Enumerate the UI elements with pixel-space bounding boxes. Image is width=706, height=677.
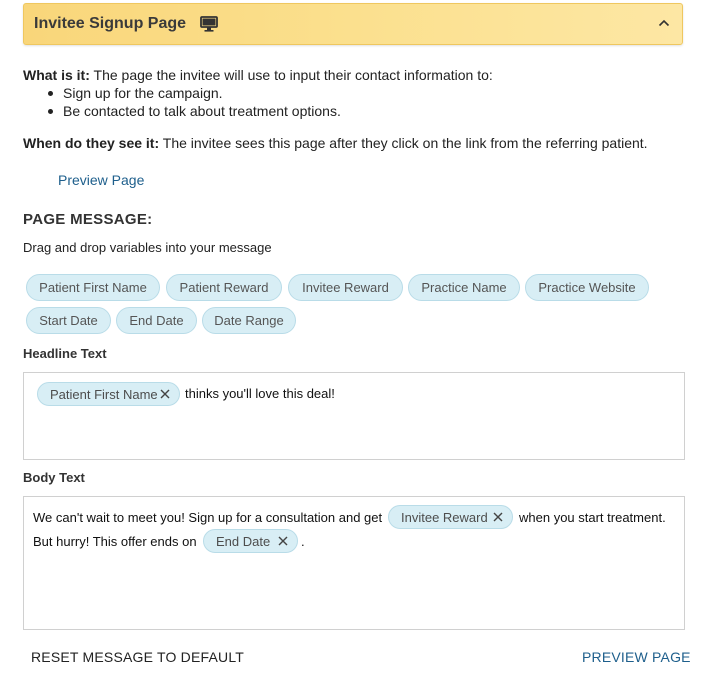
body-text-line1-end: when you start treatment. <box>519 510 666 525</box>
when-see-text: The invitee sees this page after they click on the link from the referring patient. <box>159 135 648 151</box>
panel-header[interactable] <box>23 3 683 45</box>
body-label: Body Text <box>23 470 85 485</box>
chevron-up-icon[interactable] <box>658 18 670 28</box>
what-is-it-paragraph <box>23 67 493 83</box>
variable-chip-practice-name[interactable]: Practice Name <box>408 274 520 301</box>
headline-token-patient-first-name[interactable] <box>37 382 180 406</box>
page-message-title: PAGE MESSAGE: <box>23 211 153 228</box>
what-is-it-label: What is it: <box>23 67 90 83</box>
when-see-label: When do they see it: <box>23 135 160 151</box>
preview-page-button[interactable]: PREVIEW PAGE <box>582 649 691 665</box>
headline-editor[interactable] <box>23 372 685 460</box>
monitor-icon <box>200 16 218 32</box>
list-item: Be contacted to talk about treatment options. <box>48 102 341 120</box>
variable-chip-date-range[interactable]: Date Range <box>202 307 296 334</box>
token-label: Patient First Name <box>50 386 158 402</box>
page-message-hint: Drag and drop variables into your message <box>23 240 272 255</box>
remove-token-icon[interactable] <box>492 511 504 523</box>
variable-chip-end-date[interactable]: End Date <box>116 307 197 334</box>
headline-text: thinks you'll love this deal! <box>185 386 335 401</box>
body-token-invitee-reward[interactable] <box>388 505 513 529</box>
list-item: Sign up for the campaign. <box>48 84 341 102</box>
body-text-line2: But hurry! This offer ends on <box>33 534 197 549</box>
token-label: Invitee Reward <box>401 509 488 525</box>
remove-token-icon[interactable] <box>159 388 171 400</box>
variable-chip-patient-reward[interactable]: Patient Reward <box>166 274 282 301</box>
what-is-it-list <box>48 84 341 120</box>
body-text-line1: We can't wait to meet you! Sign up for a consultation and get <box>33 510 383 525</box>
variable-chip-start-date[interactable]: Start Date <box>26 307 111 334</box>
remove-token-icon[interactable] <box>277 535 289 547</box>
variable-chip-practice-website[interactable]: Practice Website <box>525 274 649 301</box>
reset-message-button[interactable]: RESET MESSAGE TO DEFAULT <box>31 649 245 665</box>
body-text-line2-end: . <box>301 534 305 549</box>
token-label: End Date <box>216 533 271 549</box>
body-token-end-date[interactable] <box>203 529 298 553</box>
variable-chip-invitee-reward[interactable]: Invitee Reward <box>288 274 403 301</box>
variable-chip-patient-first-name[interactable]: Patient First Name <box>26 274 160 301</box>
preview-page-link[interactable]: Preview Page <box>58 172 145 188</box>
body-editor[interactable] <box>23 496 685 630</box>
headline-label: Headline Text <box>23 346 107 361</box>
what-is-it-text: The page the invitee will use to input their contact information to: <box>89 67 493 83</box>
when-see-paragraph <box>23 135 648 151</box>
panel-title: Invitee Signup Page <box>34 15 187 32</box>
